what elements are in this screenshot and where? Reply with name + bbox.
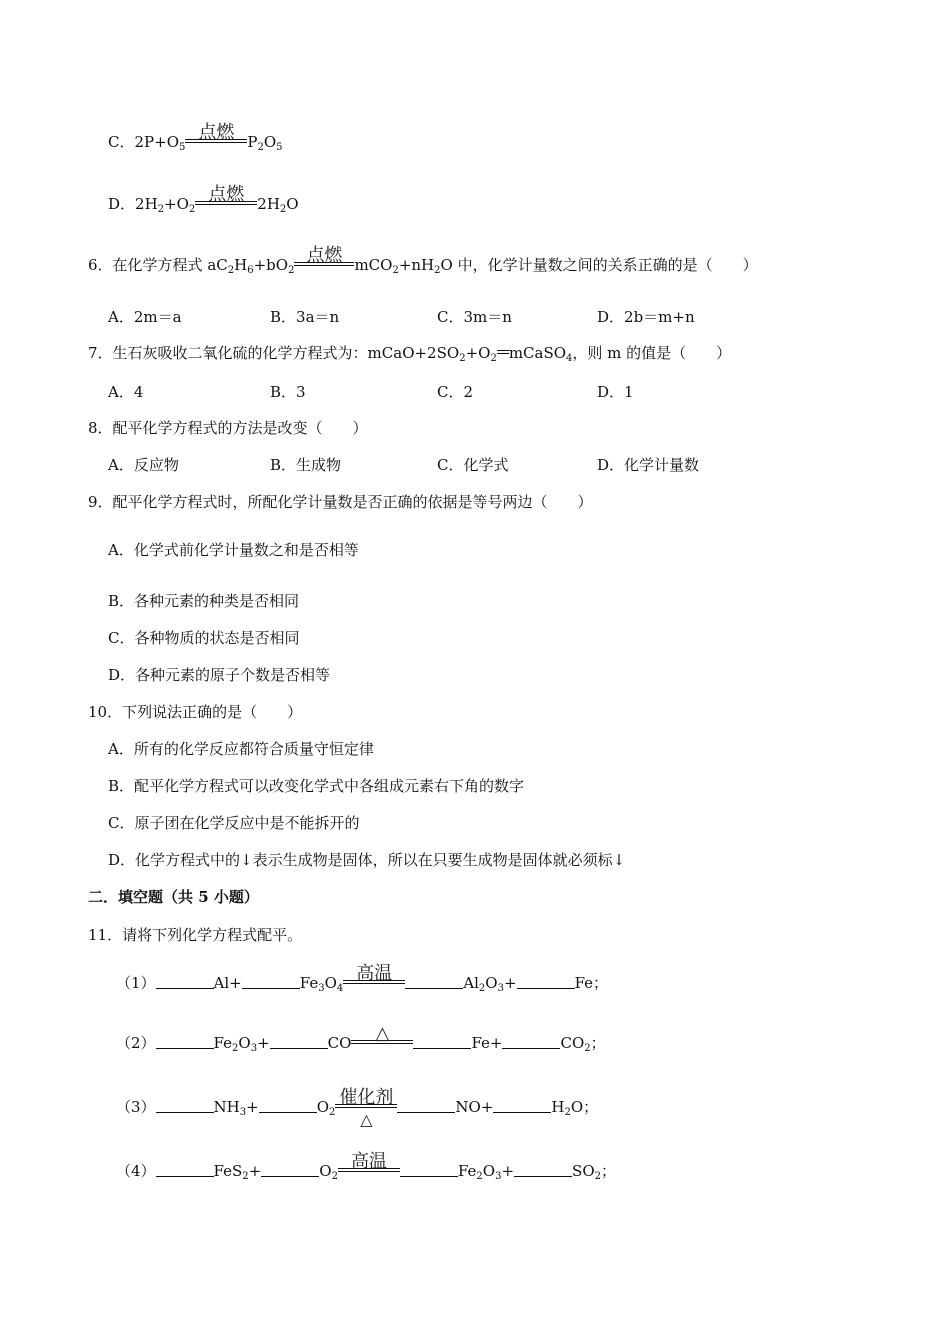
answer-blank[interactable] bbox=[156, 1034, 214, 1049]
condition-high-temp: 高温 bbox=[338, 1161, 400, 1181]
answer-blank[interactable] bbox=[502, 1034, 560, 1049]
q6-option-b: B．3a＝n bbox=[270, 308, 340, 326]
q10-option-b: B．配平化学方程式可以改变化学式中各组成元素右下角的数字 bbox=[108, 777, 525, 795]
answer-blank[interactable] bbox=[259, 1098, 317, 1113]
q6-option-d: D．2b＝m+n bbox=[597, 308, 695, 326]
equals-sign bbox=[497, 350, 509, 354]
answer-blank[interactable] bbox=[517, 974, 575, 989]
question-8: 8．配平化学方程式的方法是改变（ ） bbox=[88, 419, 368, 437]
answer-blank[interactable] bbox=[493, 1098, 551, 1113]
q9-option-b: B．各种元素的种类是否相同 bbox=[108, 592, 300, 610]
question-6: 6．在化学方程式 $aC_2H_6+bO_2$ 点燃 $mCO_2+nH_2O$ 中，化学计量数之间的关系正确的是（ ） bbox=[88, 245, 758, 276]
question-9: 9．配平化学方程式时，所配化学计量数是否正确的依据是等号两边（ ） bbox=[88, 493, 593, 511]
q5-option-d: D．$2H_2+O_2$ 点燃 $2H_2O$ bbox=[108, 184, 299, 215]
answer-blank[interactable] bbox=[261, 1162, 319, 1177]
condition-high-temp: 高温 bbox=[343, 973, 405, 993]
q11-equation-3: （3） $NH_3+ O_2$ 催化剂 △ $NO+ H_2O$； bbox=[116, 1087, 599, 1129]
question-7: 7．生石灰吸收二氧化硫的化学方程式为：$mCaO+2SO_2+O_2$ mCaSO$_4$，则 m 的值是（ ） bbox=[88, 344, 732, 364]
q8-option-a: A．反应物 bbox=[108, 456, 179, 474]
answer-blank[interactable] bbox=[270, 1034, 328, 1049]
q10-option-a: A．所有的化学反应都符合质量守恒定律 bbox=[108, 740, 374, 758]
answer-blank[interactable] bbox=[413, 1034, 471, 1049]
q6-option-c: C．3m＝n bbox=[437, 308, 512, 326]
q10-option-c: C．原子团在化学反应中是不能拆开的 bbox=[108, 814, 360, 832]
answer-blank[interactable] bbox=[156, 974, 214, 989]
answer-blank[interactable] bbox=[514, 1162, 572, 1177]
q9-option-c: C．各种物质的状态是否相同 bbox=[108, 629, 300, 647]
condition-heat: △ bbox=[351, 1033, 413, 1053]
condition-catalyst-heat: 催化剂 △ bbox=[335, 1097, 397, 1117]
q6-option-a: A．2m＝a bbox=[108, 308, 182, 326]
q8-option-d: D．化学计量数 bbox=[597, 456, 700, 474]
section-heading: 二．填空题（共 5 小题） bbox=[88, 888, 259, 906]
answer-blank[interactable] bbox=[405, 974, 463, 989]
condition-ignite: 点燃 bbox=[294, 255, 354, 275]
q9-option-d: D．各种元素的原子个数是否相等 bbox=[108, 666, 331, 684]
q7-option-b: B．3 bbox=[270, 383, 306, 401]
q8-option-b: B．生成物 bbox=[270, 456, 342, 474]
condition-ignite: 点燃 bbox=[195, 194, 257, 214]
answer-blank[interactable] bbox=[397, 1098, 455, 1113]
answer-blank[interactable] bbox=[400, 1162, 458, 1177]
answer-blank[interactable] bbox=[242, 974, 300, 989]
condition-ignite: 点燃 bbox=[185, 132, 247, 152]
q7-option-d: D．1 bbox=[597, 383, 634, 401]
answer-blank[interactable] bbox=[156, 1098, 214, 1113]
q7-option-c: C．2 bbox=[437, 383, 474, 401]
q9-option-a: A．化学式前化学计量数之和是否相等 bbox=[108, 541, 359, 559]
question-10: 10．下列说法正确的是（ ） bbox=[88, 703, 303, 721]
q5-option-c: C．$2P+O_5$ 点燃 $P_2O_5$ bbox=[108, 122, 283, 153]
q11-equation-1: （1） $Al+ Fe_3O_4$ 高温 $Al_2O_3+ Fe$； bbox=[116, 963, 609, 994]
q7-option-a: A．4 bbox=[108, 383, 144, 401]
q11-equation-2: （2） $Fe_2O_3+$ CO △ $Fe+ CO_2$； bbox=[116, 1023, 606, 1054]
q8-option-c: C．化学式 bbox=[437, 456, 509, 474]
answer-blank[interactable] bbox=[156, 1162, 214, 1177]
question-11: 11．请将下列化学方程式配平。 bbox=[88, 926, 303, 944]
q11-equation-4: （4） $FeS_2+ O_2$ 高温 $Fe_2O_3+ SO_2$； bbox=[116, 1151, 617, 1182]
q10-option-d: D．化学方程式中的↓表示生成物是固体，所以在只要生成物是固体就必须标↓ bbox=[108, 851, 626, 869]
